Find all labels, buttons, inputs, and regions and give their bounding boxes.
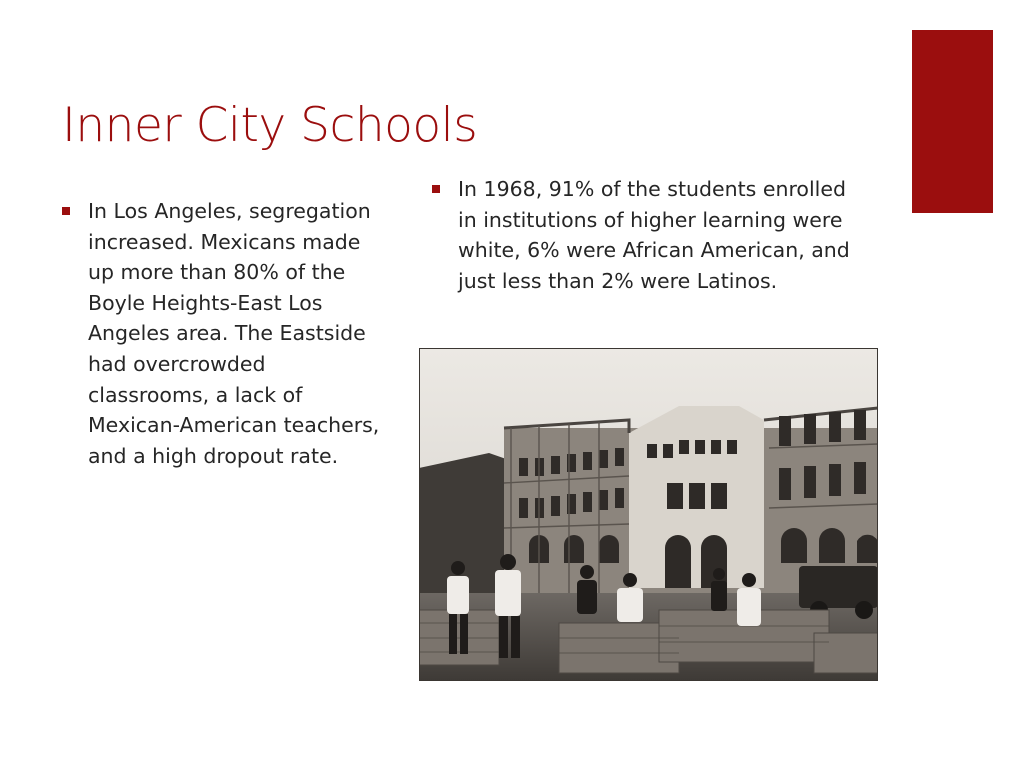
bullet-list-left xyxy=(62,196,392,471)
square-bullet-icon xyxy=(62,207,70,215)
bullet-list-right xyxy=(432,174,852,296)
bullet-text: In Los Angeles, segregation increased. Mexicans made up more than 80% of the Boyle Heights-East Los Angeles area. The Eastside had overcrowded classrooms, a lack of Mexican-American teachers, and a high dropout rate. xyxy=(88,199,380,468)
school-construction-photo xyxy=(419,348,878,681)
bullet-text: In 1968, 91% of the students enrolled in institutions of higher learning were white, 6% were African American, and just less than 2% were Latinos. xyxy=(458,177,850,293)
accent-bar xyxy=(912,30,993,213)
photo-illustration xyxy=(419,348,878,681)
square-bullet-icon xyxy=(432,185,440,193)
slide-title: Inner City Schools xyxy=(62,98,478,153)
